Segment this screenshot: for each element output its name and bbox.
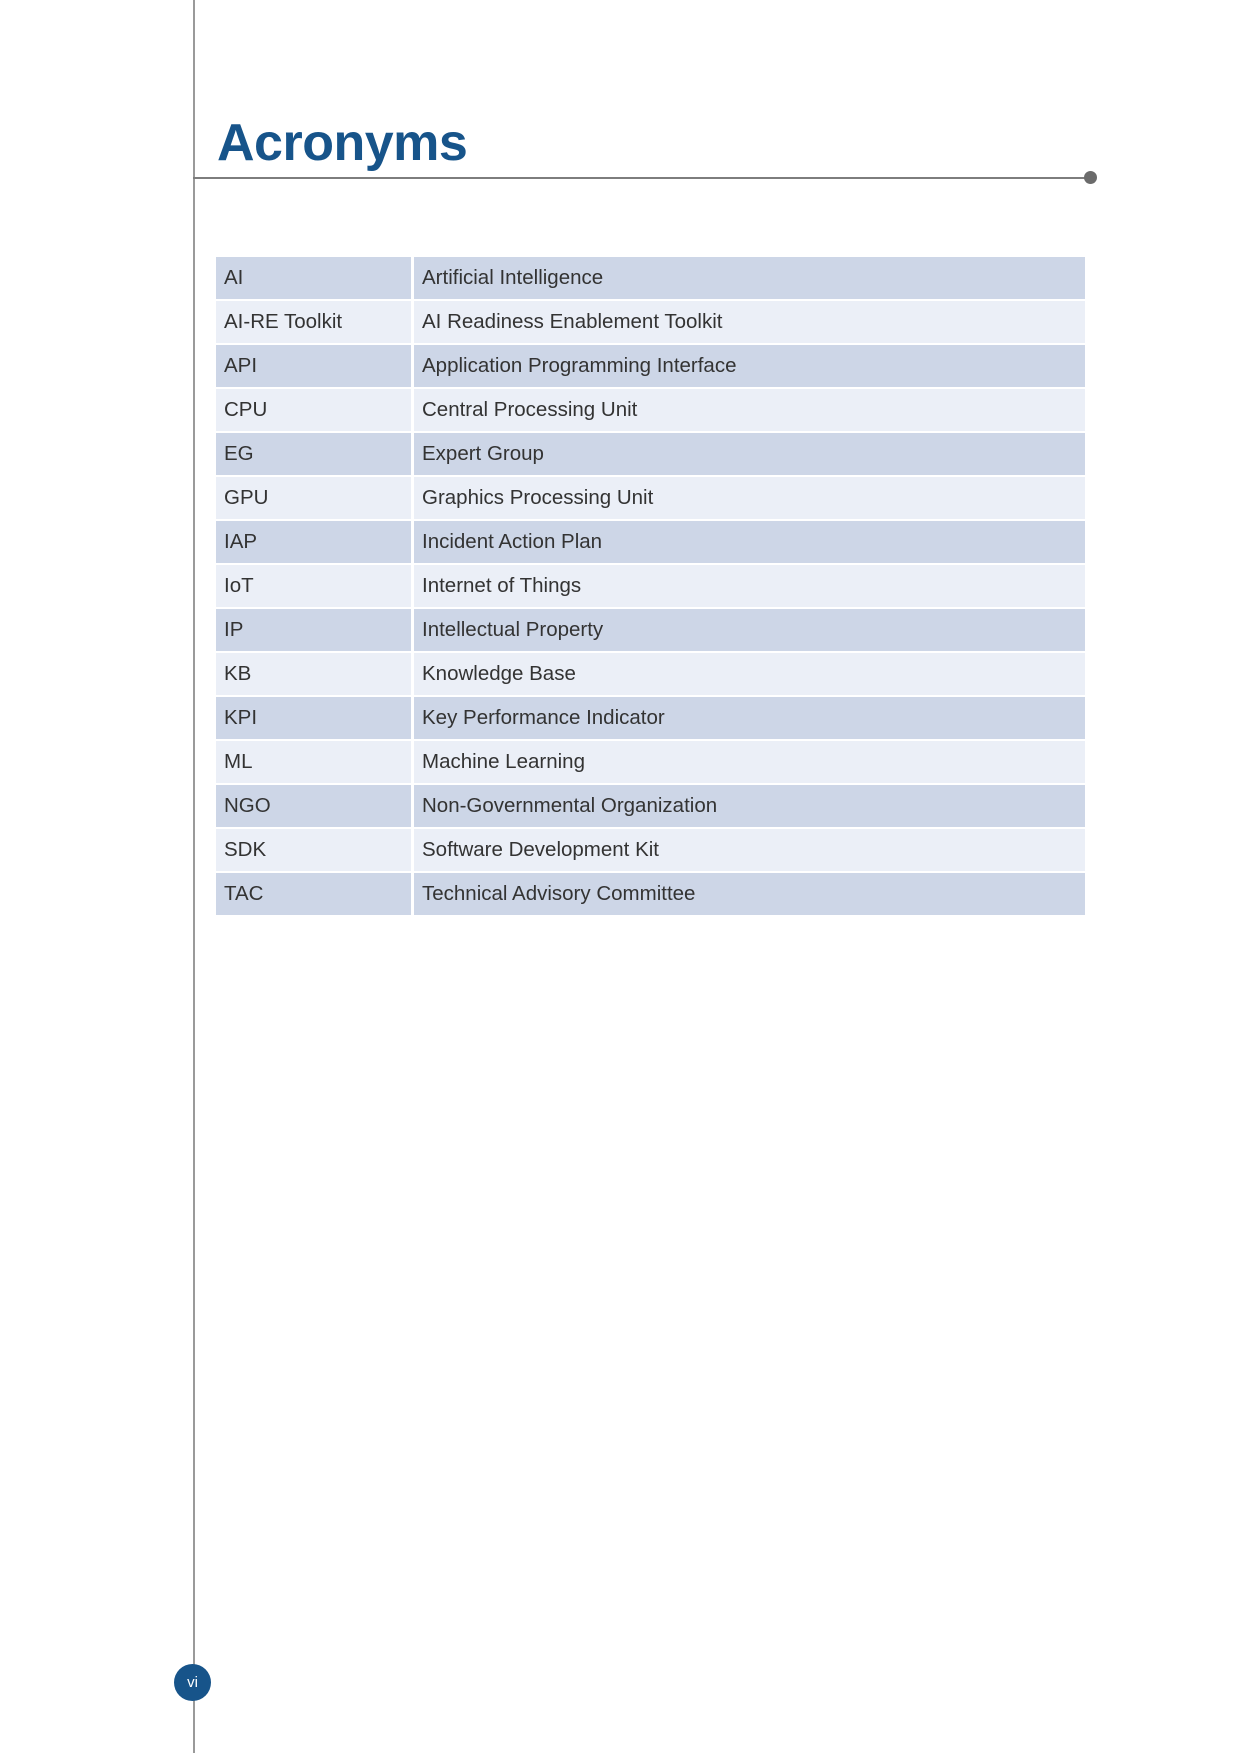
definition-cell: AI Readiness Enablement Toolkit <box>414 301 1085 343</box>
definition-cell: Artificial Intelligence <box>414 257 1085 299</box>
table-row <box>216 829 1085 871</box>
definition-cell: Knowledge Base <box>414 653 1085 695</box>
table-row <box>216 565 1085 607</box>
definition-cell: Non-Governmental Organization <box>414 785 1085 827</box>
definition-cell: Central Processing Unit <box>414 389 1085 431</box>
definition-cell: Intellectual Property <box>414 609 1085 651</box>
acronym-cell: KPI <box>216 697 411 739</box>
table-row <box>216 389 1085 431</box>
page-number-badge: vi <box>174 1664 211 1701</box>
table-row <box>216 653 1085 695</box>
table-row <box>216 609 1085 651</box>
acronym-cell: AI-RE Toolkit <box>216 301 411 343</box>
definition-cell: Software Development Kit <box>414 829 1085 871</box>
definition-cell: Key Performance Indicator <box>414 697 1085 739</box>
rule-end-dot <box>1084 171 1097 184</box>
acronym-cell: IoT <box>216 565 411 607</box>
definition-cell: Expert Group <box>414 433 1085 475</box>
title-rule <box>193 177 1090 179</box>
table-row <box>216 521 1085 563</box>
page-title: Acronyms <box>217 114 468 172</box>
acronym-cell: TAC <box>216 873 411 915</box>
definition-cell: Application Programming Interface <box>414 345 1085 387</box>
definition-cell: Internet of Things <box>414 565 1085 607</box>
acronym-cell: CPU <box>216 389 411 431</box>
acronym-cell: SDK <box>216 829 411 871</box>
acronym-cell: NGO <box>216 785 411 827</box>
acronym-cell: IAP <box>216 521 411 563</box>
acronym-cell: API <box>216 345 411 387</box>
definition-cell: Technical Advisory Committee <box>414 873 1085 915</box>
table-row <box>216 477 1085 519</box>
acronym-cell: ML <box>216 741 411 783</box>
definition-cell: Machine Learning <box>414 741 1085 783</box>
acronym-cell: AI <box>216 257 411 299</box>
table-row <box>216 257 1085 299</box>
acronym-cell: IP <box>216 609 411 651</box>
definition-cell: Graphics Processing Unit <box>414 477 1085 519</box>
acronym-cell: KB <box>216 653 411 695</box>
table-row <box>216 785 1085 827</box>
margin-line <box>193 0 195 1753</box>
definition-cell: Incident Action Plan <box>414 521 1085 563</box>
table-row <box>216 873 1085 915</box>
table-row <box>216 301 1085 343</box>
acronym-cell: EG <box>216 433 411 475</box>
table-row <box>216 345 1085 387</box>
table-row <box>216 697 1085 739</box>
acronym-cell: GPU <box>216 477 411 519</box>
acronyms-table <box>213 255 1088 917</box>
table-row <box>216 741 1085 783</box>
table-row <box>216 433 1085 475</box>
